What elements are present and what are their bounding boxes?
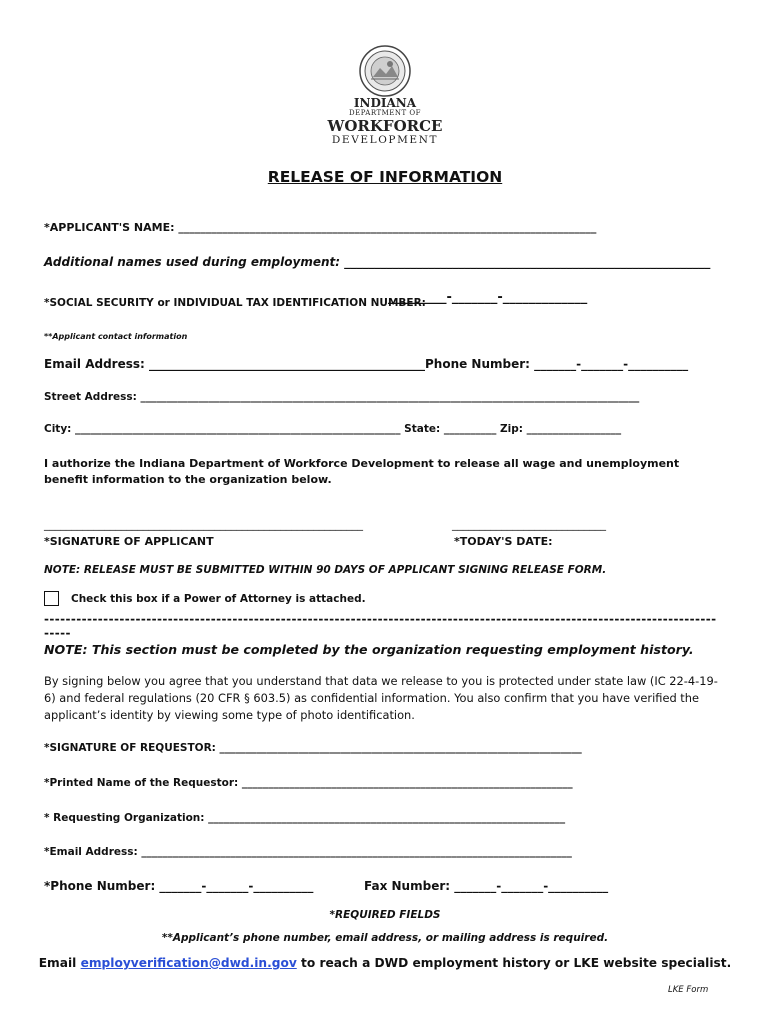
requestor-email-field[interactable]: *Email Address: __________________________________________________________________________________ [44, 846, 572, 858]
contact-suffix: to reach a DWD employment history or LKE website specialist. [296, 956, 732, 970]
power-of-attorney-checkbox[interactable] [44, 591, 59, 606]
state-seal-icon [320, 44, 450, 100]
contact-prefix: Email [38, 956, 81, 970]
applicant-signature-line[interactable]: __________________________________________________________ [44, 518, 363, 531]
employverification-email-link[interactable]: employverification@dwd.in.gov [80, 956, 297, 970]
requesting-org-field[interactable]: * Requesting Organization: ____________________________________________________________________ [44, 812, 566, 824]
requestor-fax-field[interactable]: Fax Number: _______-_______-__________ [364, 879, 609, 893]
requestor-phone-field[interactable]: *Phone Number: _______-_______-__________ [44, 879, 314, 893]
ssn-label: *SOCIAL SECURITY or INDIVIDUAL TAX IDENTIFICATION NUMBER: [44, 297, 426, 309]
logo-state: INDIANA [353, 96, 417, 110]
section-divider: ---------------------------------------------------------------------------------------------------------------------------------- [44, 612, 717, 640]
authorization-text: I authorize the Indiana Department of Workforce Development to release all wage and unemployment benefit information to the organization below. [44, 457, 680, 486]
email-phone-field[interactable]: Email Address: ______________________________________________Phone Number: _______-_______-__________ [44, 357, 689, 371]
ssn-field[interactable]: _________-_______-_____________ [388, 290, 588, 305]
contact-line [0, 956, 770, 970]
agreement-text: By signing below you agree that you understand that data we release to you is protected under state law (IC 22-4-19-6) and federal regulations (20 CFR § 603.5) as confidential information. You also confirm that you have verified the applicant’s identity by viewing some type of photo identification. [44, 674, 718, 722]
logo-department: DEPARTMENT OF [348, 109, 422, 117]
applicant-name-field[interactable]: *APPLICANT'S NAME: ____________________________________________________________________________ [44, 221, 597, 234]
date-line[interactable]: ____________________________ [452, 518, 606, 531]
contact-heading: **Applicant contact information [44, 332, 188, 341]
logo-workforce: WORKFORCE [327, 117, 443, 135]
street-address-field[interactable]: Street Address: _______________________________________________________________________________________________ [44, 391, 640, 403]
applicant-signature-label: *SIGNATURE OF APPLICANT [44, 535, 214, 548]
org-section-note: NOTE: This section must be completed by the organization requesting employment history. [44, 642, 694, 657]
date-label: *TODAY'S DATE: [454, 535, 553, 548]
poa-checkbox-label: Check this box if a Power of Attorney is attached. [71, 593, 366, 605]
printed-name-field[interactable]: *Printed Name of the Requestor: _______________________________________________________________ [44, 777, 573, 789]
form-id: LKE Form [668, 985, 709, 995]
requestor-signature-field[interactable]: *SIGNATURE OF REQUESTOR: _____________________________________________________________________ [44, 742, 582, 754]
release-note: NOTE: RELEASE MUST BE SUBMITTED WITHIN 90 DAYS OF APPLICANT SIGNING RELEASE FORM. [44, 564, 607, 576]
city-state-zip-field[interactable]: City: ______________________________________________________________ State: __________ Zip: __________________ [44, 423, 622, 435]
dwd-logo [320, 44, 450, 148]
applicant-required-note: **Applicant’s phone number, email address, or mailing address is required. [161, 932, 609, 944]
page-title: RELEASE OF INFORMATION [267, 168, 503, 186]
logo-development: DEVELOPMENT [331, 134, 439, 146]
additional-names-field[interactable]: Additional names used during employment: _____________________________________________________________ [44, 255, 711, 269]
required-fields-note: *REQUIRED FIELDS [329, 909, 441, 921]
